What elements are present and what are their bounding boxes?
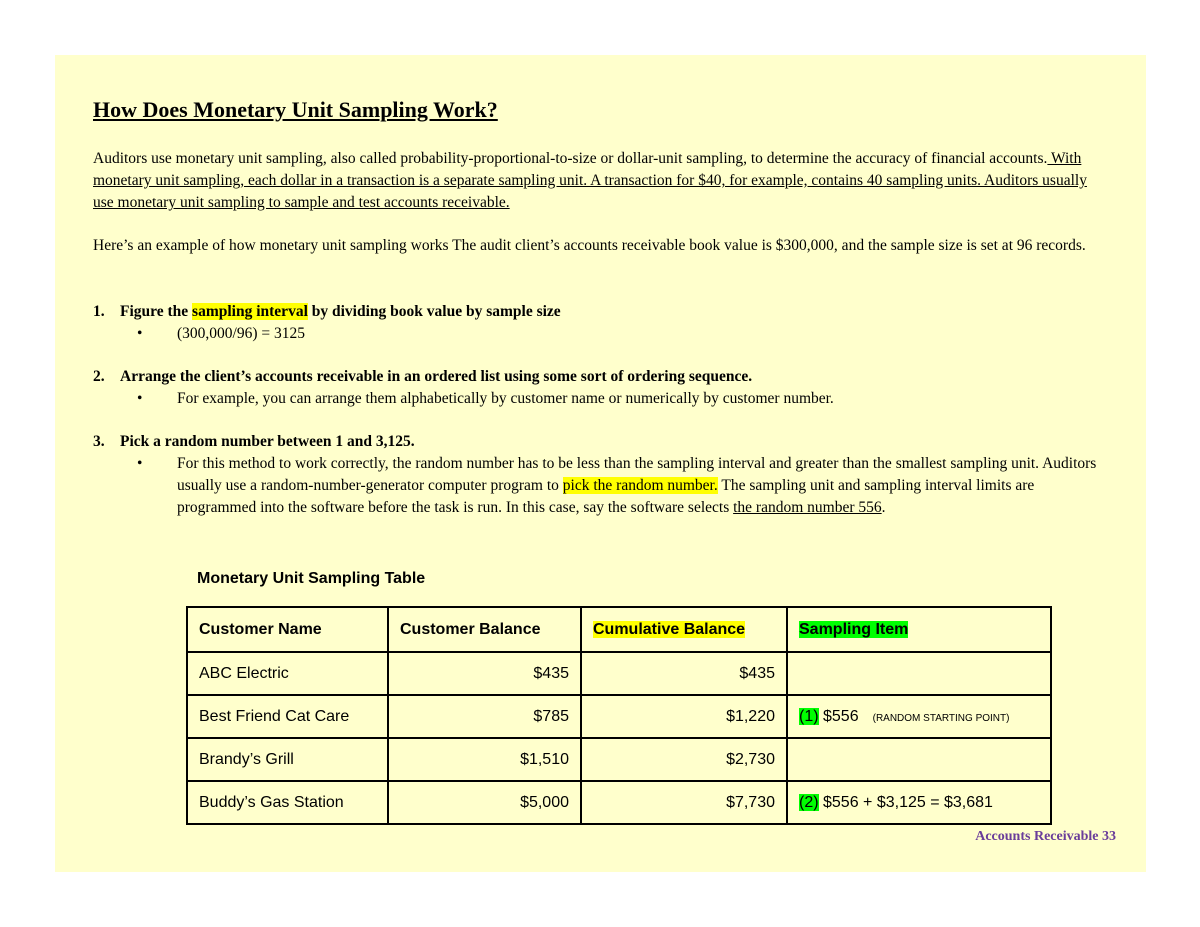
sampling-item-tag: (1) bbox=[799, 707, 819, 725]
sampling-item-note: (RANDOM STARTING POINT) bbox=[872, 712, 1010, 724]
sampling-item-value: $556 + $3,125 = $3,681 bbox=[818, 793, 993, 811]
page-title: How Does Monetary Unit Sampling Work? bbox=[93, 97, 498, 122]
cell-customer-name: Best Friend Cat Care bbox=[187, 695, 388, 738]
bullet-icon: • bbox=[137, 325, 143, 342]
step-1-heading-text-a: Figure the bbox=[120, 303, 193, 320]
cell-customer-name: Brandy’s Grill bbox=[187, 738, 388, 781]
table-row bbox=[187, 695, 1051, 738]
cell-cumulative-balance: $7,730 bbox=[581, 781, 787, 824]
header-sampling-item-label: Sampling Item bbox=[799, 620, 909, 638]
sampling-interval-highlight: sampling interval bbox=[192, 303, 308, 320]
cell-customer-balance: $435 bbox=[388, 652, 581, 695]
sampling-item-tag: (2) bbox=[799, 793, 819, 811]
header-customer-balance bbox=[388, 607, 581, 652]
step-3-bullet-text-b: The sampling unit and sampling interval limits are programmed into the software before the task is run. In this case, say the software selects bbox=[177, 477, 1035, 516]
table-row bbox=[187, 738, 1051, 781]
cell-sampling-item bbox=[787, 695, 1051, 738]
header-sampling-item bbox=[787, 607, 1051, 652]
slide-footer: Accounts Receivable 33 bbox=[975, 829, 1116, 844]
table-row bbox=[187, 652, 1051, 695]
pick-random-number-highlight: pick the random number. bbox=[562, 477, 718, 494]
sampling-table bbox=[186, 606, 1052, 825]
random-number-underline: the random number 556 bbox=[733, 499, 882, 516]
table-row bbox=[187, 781, 1051, 824]
step-2-bullet-text: For example, you can arrange them alphabetically by customer name or numerically by customer number. bbox=[177, 390, 834, 407]
step-1-heading bbox=[93, 301, 1105, 323]
step-1-bullet-text: (300,000/96) = 3125 bbox=[177, 325, 305, 342]
sampling-item-value: $556 bbox=[818, 707, 859, 725]
cell-customer-name: Buddy’s Gas Station bbox=[187, 781, 388, 824]
step-3-number: 3. bbox=[93, 433, 105, 450]
table-header-row bbox=[187, 607, 1051, 652]
cell-cumulative-balance: $1,220 bbox=[581, 695, 787, 738]
header-customer-balance-label: Customer Balance bbox=[400, 620, 541, 638]
step-2-heading bbox=[93, 366, 1105, 388]
slide bbox=[55, 55, 1146, 872]
step-3-bullet-text-c: . bbox=[881, 499, 886, 516]
intro-paragraph-1 bbox=[93, 148, 1105, 214]
header-cumulative-balance-label: Cumulative Balance bbox=[593, 620, 746, 638]
bullet-icon: • bbox=[137, 455, 143, 472]
cell-customer-balance: $785 bbox=[388, 695, 581, 738]
intro-paragraph-2: Here’s an example of how monetary unit sampling works The audit client’s accounts receivable book value is $300,000, and the sample size is set at 96 records. bbox=[93, 237, 1086, 254]
cell-customer-balance: $1,510 bbox=[388, 738, 581, 781]
cell-sampling-item bbox=[787, 652, 1051, 695]
step-2 bbox=[93, 366, 1105, 410]
header-customer-name-label: Customer Name bbox=[199, 620, 322, 638]
step-3 bbox=[93, 431, 1105, 519]
step-2-heading-text: Arrange the client’s accounts receivable in an ordered list using some sort of ordering sequence. bbox=[120, 368, 753, 385]
step-3-bullet bbox=[93, 453, 1105, 519]
step-2-number: 2. bbox=[93, 368, 105, 385]
intro-p1-part-a: Auditors use monetary unit sampling, also called probability-proportional-to-size or dollar-unit sampling, to determine the accuracy of financial accounts. bbox=[93, 150, 1048, 167]
step-1-heading-text-b: by dividing book value by sample size bbox=[307, 303, 561, 320]
step-2-bullet bbox=[93, 388, 1105, 410]
step-1 bbox=[93, 301, 1105, 345]
cell-sampling-item bbox=[787, 781, 1051, 824]
step-3-heading bbox=[93, 431, 1105, 453]
bullet-icon: • bbox=[137, 390, 143, 407]
step-3-heading-text: Pick a random number between 1 and 3,125. bbox=[120, 433, 415, 450]
step-3-bullet-text-a: For this method to work correctly, the random number has to be less than the sampling interval and greater than the smallest sampling unit. Auditors usually use a random-number-generator computer program to bbox=[177, 455, 1097, 494]
table-title: Monetary Unit Sampling Table bbox=[197, 570, 426, 587]
step-1-number: 1. bbox=[93, 303, 105, 320]
cell-customer-name: ABC Electric bbox=[187, 652, 388, 695]
header-customer-name bbox=[187, 607, 388, 652]
header-cumulative-balance bbox=[581, 607, 787, 652]
cell-sampling-item bbox=[787, 738, 1051, 781]
step-1-bullet bbox=[93, 323, 1105, 345]
cell-cumulative-balance: $2,730 bbox=[581, 738, 787, 781]
cell-customer-balance: $5,000 bbox=[388, 781, 581, 824]
intro-p1-part-b: With monetary unit sampling, each dollar in a transaction is a separate sampling unit. A transaction for $40, for example, contains 40 sampling units. Auditors usually use monetary unit sampling to sample and test accounts receivable. bbox=[93, 150, 1087, 211]
cell-cumulative-balance: $435 bbox=[581, 652, 787, 695]
